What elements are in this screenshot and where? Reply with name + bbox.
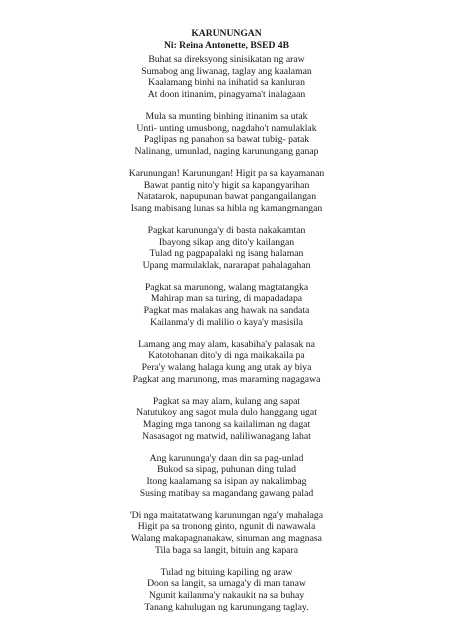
poem-line: Ibayong sikap ang dito'y kailangan	[158, 236, 295, 248]
poem-line: At doon itinanim, pinagyama't inalagaan	[147, 88, 306, 100]
stanza	[0, 567, 453, 613]
poem-line: Buhat sa direksyong sinisikatan ng araw	[148, 54, 305, 65]
stanza	[0, 396, 453, 442]
poem-author: Ni: Reina Antonette, BSED 4B	[164, 39, 289, 51]
poem-line: Pagkat sa marunong, walang magtatangka	[144, 281, 309, 293]
poem-body	[0, 54, 453, 624]
poem-line: Mahirap man sa turing, di mapadadapa	[150, 293, 303, 305]
poem-line: Upang mamulaklak, nararapat pahalagahan	[142, 259, 311, 271]
poem-line: Nasasagot ng matwid, naliliwanagang lahat	[142, 430, 311, 442]
stanza	[0, 111, 453, 157]
poem-line: 'Di nga maitatatwang karunungan nga'y mahalaga	[129, 509, 324, 521]
poem-line: Itong kaalamang sa isipan ay nakalimbag	[146, 475, 307, 487]
stanza	[0, 339, 453, 385]
poem-line: Nalinang, umunlad, naging karunungang ganap	[134, 145, 319, 157]
poem-line: Katotohanan dito'y di nga maikakaila pa	[148, 350, 305, 362]
stanza	[0, 453, 453, 499]
poem-line: Natatarok, napupunan bawat pangangailangan	[136, 191, 317, 203]
poem-line: Pagkat ang marunong, mas maraming nagagawa	[132, 373, 321, 385]
poem-line: Ang karununga'y daan din sa pag-unlad	[149, 452, 304, 464]
poem-line: Unti- unting umusbong, nagdaho't namulaklak	[136, 122, 317, 134]
poem-line: Ngunit kailanma'y nakaukit na sa buhay	[148, 589, 305, 601]
poem-line: Tulad ng pagpapalaki ng isang halaman	[149, 248, 304, 260]
poem-line: Kailanma'y di malilio o kaya'y masisila	[150, 316, 303, 328]
poem-line: Maging mga tanong sa kailaliman ng dagat	[142, 419, 311, 430]
poem-line: Kaalamang binhi na inihatid sa kanluran	[148, 77, 305, 89]
poem-line: Tila baga sa langit, bituin ang kapara	[154, 544, 299, 556]
poem-line: Walang makapagnanakaw, sinuman ang magnasa	[131, 532, 322, 544]
poem-line: Doon sa langit, sa umaga'y di man tanaw	[147, 578, 306, 590]
poem-line: Pagkat sa may alam, kulang ang sapat	[152, 395, 301, 407]
stanza	[0, 225, 453, 271]
poem-line: Tanang kahulugan ng karunungang taglay.	[144, 601, 309, 613]
poem-line: Mula sa munting binhing itinanim sa utak	[145, 110, 308, 122]
stanza	[0, 54, 453, 100]
poem-line: Lamang ang may alam, kasabiha'y palasak na	[138, 338, 315, 350]
poem-line: Natutukoy ang sagot mula dulo hanggang ugat	[136, 407, 317, 419]
poem-line: Susing matibay sa magandang gawang palad	[139, 487, 314, 499]
poem-line: Karunungan! Karunungan! Higit pa sa kayamanan	[128, 167, 325, 179]
stanza	[0, 168, 453, 214]
stanza	[0, 510, 453, 556]
stanza	[0, 282, 453, 328]
poem-line: Pagkat karununga'y di basta nakakamtan	[147, 224, 306, 236]
poem-line: Tulad ng bituing kapiling ng araw	[160, 566, 293, 578]
document-header	[0, 28, 453, 51]
poem-line: Pera'y walang halaga kung ang utak ay biya	[141, 362, 312, 374]
poem-line: Bawat pantig nito'y higit sa kapangyarihan	[143, 179, 310, 191]
poem-line: Bukod sa sipag, puhunan ding tulad	[157, 464, 296, 476]
poem-title: KARUNUNGAN	[191, 28, 262, 39]
poem-line: Isang mabisang lunas sa hibla ng kamangmangan	[130, 202, 323, 214]
poem-line: Paglipas ng panahon sa bawat tubig- patak	[143, 134, 310, 146]
poem-line: Sumabog ang liwanag, taglay ang kaalaman	[141, 65, 312, 77]
poem-line: Pagkat mas malakas ang hawak na sandata	[143, 305, 310, 317]
poem-line: Higit pa sa tronong ginto, ngunit di nawawala	[137, 521, 316, 533]
